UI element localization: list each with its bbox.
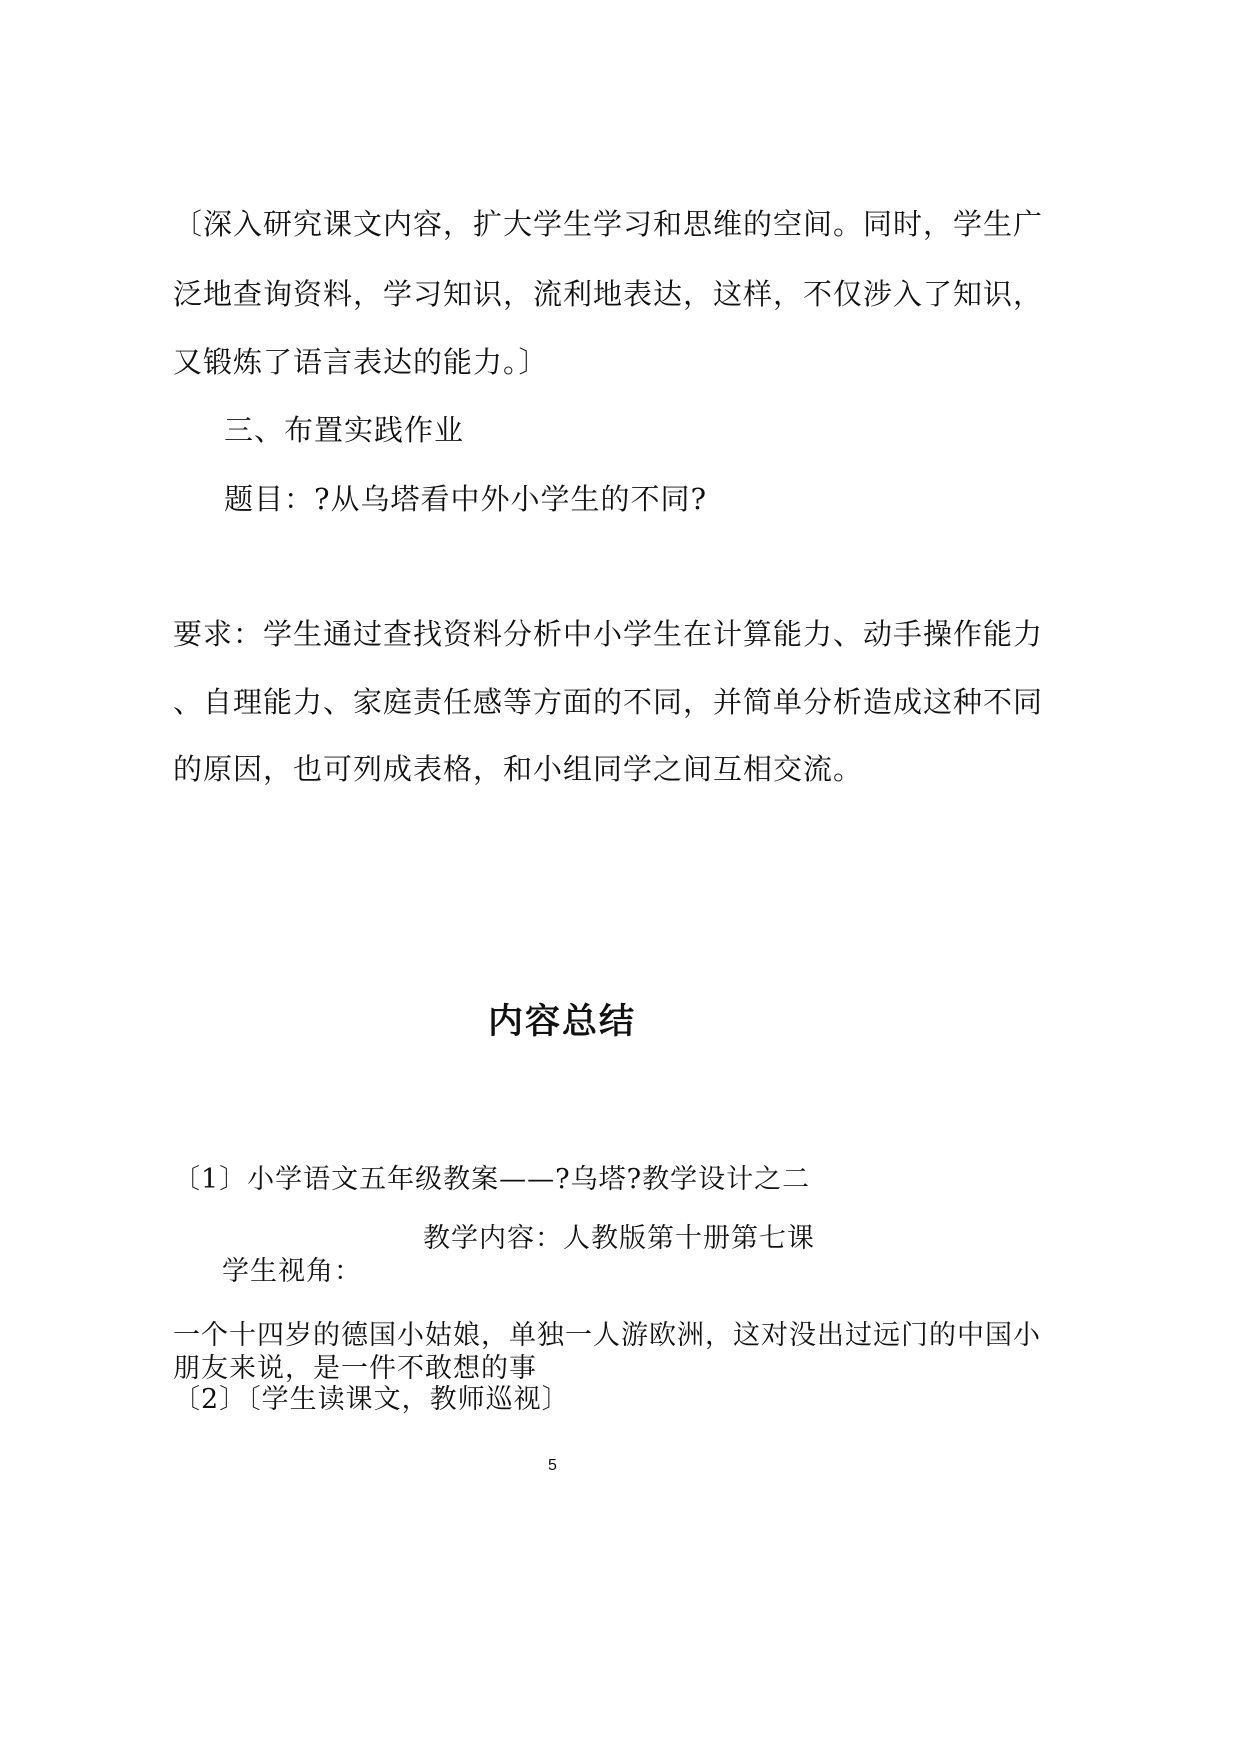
paragraph-line: 泛地查询资料，学习知识，流利地表达，这样，不仅涉入了知识， bbox=[173, 277, 1044, 311]
summary-item-1: 〔1〕小学语文五年级教案——?乌塔?教学设计之二 bbox=[173, 1164, 811, 1195]
teaching-content: 教学内容：人教版第十册第七课 bbox=[423, 1223, 815, 1254]
assignment-heading: 三、布置实践作业 bbox=[224, 413, 465, 447]
paragraph-line: 〔深入研究课文内容，扩大学生学习和思维的空间。同时，学生广 bbox=[173, 207, 1044, 241]
student-view-label: 学生视角： bbox=[222, 1256, 362, 1287]
assignment-topic: 题目：?从乌塔看中外小学生的不同? bbox=[224, 482, 708, 516]
summary-body-line: 朋友来说，是一件不敢想的事 bbox=[173, 1353, 537, 1384]
summary-body-line: 一个十四岁的德国小姑娘，单独一人游欧洲，这对没出过远门的中国小 bbox=[173, 1320, 1041, 1351]
requirement-line: 、自理能力、家庭责任感等方面的不同，并简单分析造成这种不同 bbox=[173, 685, 1044, 719]
requirement-line: 的原因，也可列成表格，和小组同学之间互相交流。 bbox=[173, 752, 864, 786]
page-number: 5 bbox=[548, 1457, 557, 1474]
paragraph-line: 又锻炼了语言表达的能力。〕 bbox=[173, 345, 549, 379]
requirement-line: 要求：学生通过查找资料分析中小学生在计算能力、动手操作能力 bbox=[173, 617, 1044, 651]
summary-item-2: 〔2〕〔学生读课文，教师巡视〕 bbox=[173, 1384, 570, 1415]
summary-title: 内容总结 bbox=[488, 1002, 637, 1042]
